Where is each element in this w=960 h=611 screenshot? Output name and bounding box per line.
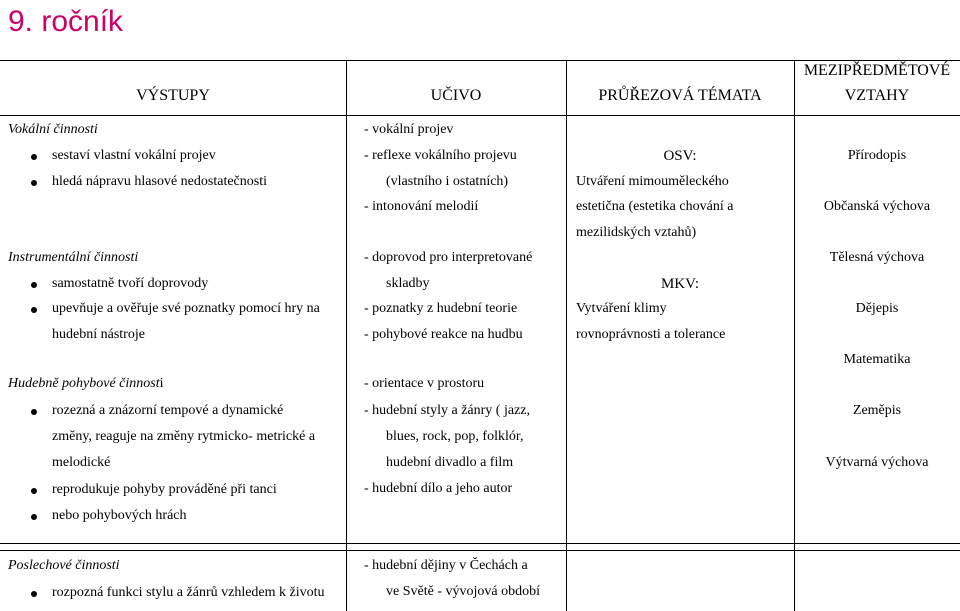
ucivo-item-continued: blues, rock, pop, folklór, xyxy=(386,429,524,444)
header-mezipredmetove: MEZIPŘEDMĚTOVÉ xyxy=(803,62,951,79)
ucivo-item: - doprovod pro interpretované xyxy=(364,250,533,265)
tema-line: mezilidských vztahů) xyxy=(576,225,697,240)
vztah-prirodopis: Přírodopis xyxy=(847,148,907,163)
header-vystupy: VÝSTUPY xyxy=(136,87,210,104)
ucivo-item: - hudební dílo a jeho autor xyxy=(364,481,513,496)
vystup-item: samostatně tvoří doprovody xyxy=(52,276,209,291)
rule-section-top xyxy=(0,550,960,551)
bullet-icon xyxy=(31,282,37,288)
section-instrumentalni-cinnosti: Instrumentální činnosti xyxy=(8,250,139,265)
header-vztahy: VZTAHY xyxy=(844,87,910,104)
page-title: 9. ročník xyxy=(8,5,124,38)
header-prurezova-temata: PRŮŘEZOVÁ TÉMATA xyxy=(598,87,762,104)
vztah-dejepis: Dějepis xyxy=(855,301,899,316)
rule-top xyxy=(0,60,960,61)
ucivo-item: - poznatky z hudební teorie xyxy=(364,301,518,316)
vystup-item-continued: melodické xyxy=(52,455,111,470)
bullet-icon xyxy=(31,409,37,415)
header-ucivo: UČIVO xyxy=(430,87,482,104)
ucivo-item-continued: ve Světě - vývojová období xyxy=(386,584,540,599)
ucivo-item-continued: skladby xyxy=(386,276,430,291)
bullet-icon xyxy=(31,514,37,520)
vztah-zemepis: Zeměpis xyxy=(852,403,902,418)
section-poslechove-cinnosti: Poslechové činnosti xyxy=(8,558,120,573)
bullet-icon xyxy=(31,180,37,186)
ucivo-item: - vokální projev xyxy=(364,122,454,137)
vystup-item: reprodukuje pohyby prováděné při tanci xyxy=(52,482,277,497)
vystup-item-continued: hudební nástroje xyxy=(52,327,145,342)
section-heading-italic: Hudebně pohybové činnost xyxy=(8,376,160,391)
ucivo-item: - orientace v prostoru xyxy=(364,376,485,391)
rule-table-end xyxy=(0,543,960,544)
ucivo-item: - reflexe vokálního projevu xyxy=(364,148,517,163)
ucivo-item: - hudební styly a žánry ( jazz, xyxy=(364,403,530,418)
tema-line: rovnoprávnosti a tolerance xyxy=(576,327,726,342)
section-vokalni-cinnosti: Vokální činnosti xyxy=(8,122,98,137)
vystup-item-continued: změny, reaguje na změny rytmicko- metrické a xyxy=(52,429,316,444)
vystup-item: hledá nápravu hlasové nedostatečnosti xyxy=(52,174,267,189)
col-divider-1 xyxy=(346,60,347,611)
bullet-icon xyxy=(31,154,37,160)
col-divider-2 xyxy=(566,60,567,611)
tema-line: Vytváření klimy xyxy=(576,301,667,316)
tema-osv-heading: OSV: xyxy=(663,148,697,164)
ucivo-item-continued: (vlastního i ostatních) xyxy=(386,174,509,189)
ucivo-item: - intonování melodií xyxy=(364,199,479,214)
vztah-vytvarna-vychova: Výtvarná výchova xyxy=(825,455,929,470)
vztah-matematika: Matematika xyxy=(843,352,911,367)
vystup-item: upevňuje a ověřuje své poznatky pomocí hry na xyxy=(52,301,320,316)
ucivo-item-continued: hudební divadlo a film xyxy=(386,455,514,470)
section-heading-tail: i xyxy=(159,376,164,391)
tema-line: Utváření mimouměleckého xyxy=(576,174,729,189)
vystup-item: nebo pohybových hrách xyxy=(52,508,187,523)
bullet-icon xyxy=(31,488,37,494)
section-hudebne-pohybove-cinnosti xyxy=(8,376,164,392)
ucivo-item: - pohybové reakce na hudbu xyxy=(364,327,523,342)
tema-line: estetična (estetika chování a xyxy=(576,199,734,214)
vystup-item: sestaví vlastní vokální projev xyxy=(52,148,216,163)
vztah-obcanska-vychova: Občanská výchova xyxy=(823,199,931,214)
tema-mkv-heading: MKV: xyxy=(660,276,700,292)
rule-header-bottom xyxy=(0,115,960,116)
bullet-icon xyxy=(31,307,37,313)
ucivo-item: - hudební dějiny v Čechách a xyxy=(364,558,528,573)
bullet-icon xyxy=(31,591,37,597)
vztah-telesna-vychova: Tělesná výchova xyxy=(829,250,925,265)
vystup-item: rozezná a znázorní tempové a dynamické xyxy=(52,403,284,418)
col-divider-3 xyxy=(794,60,795,611)
vystup-item: rozpozná funkci stylu a žánrů vzhledem k životu xyxy=(52,585,325,600)
